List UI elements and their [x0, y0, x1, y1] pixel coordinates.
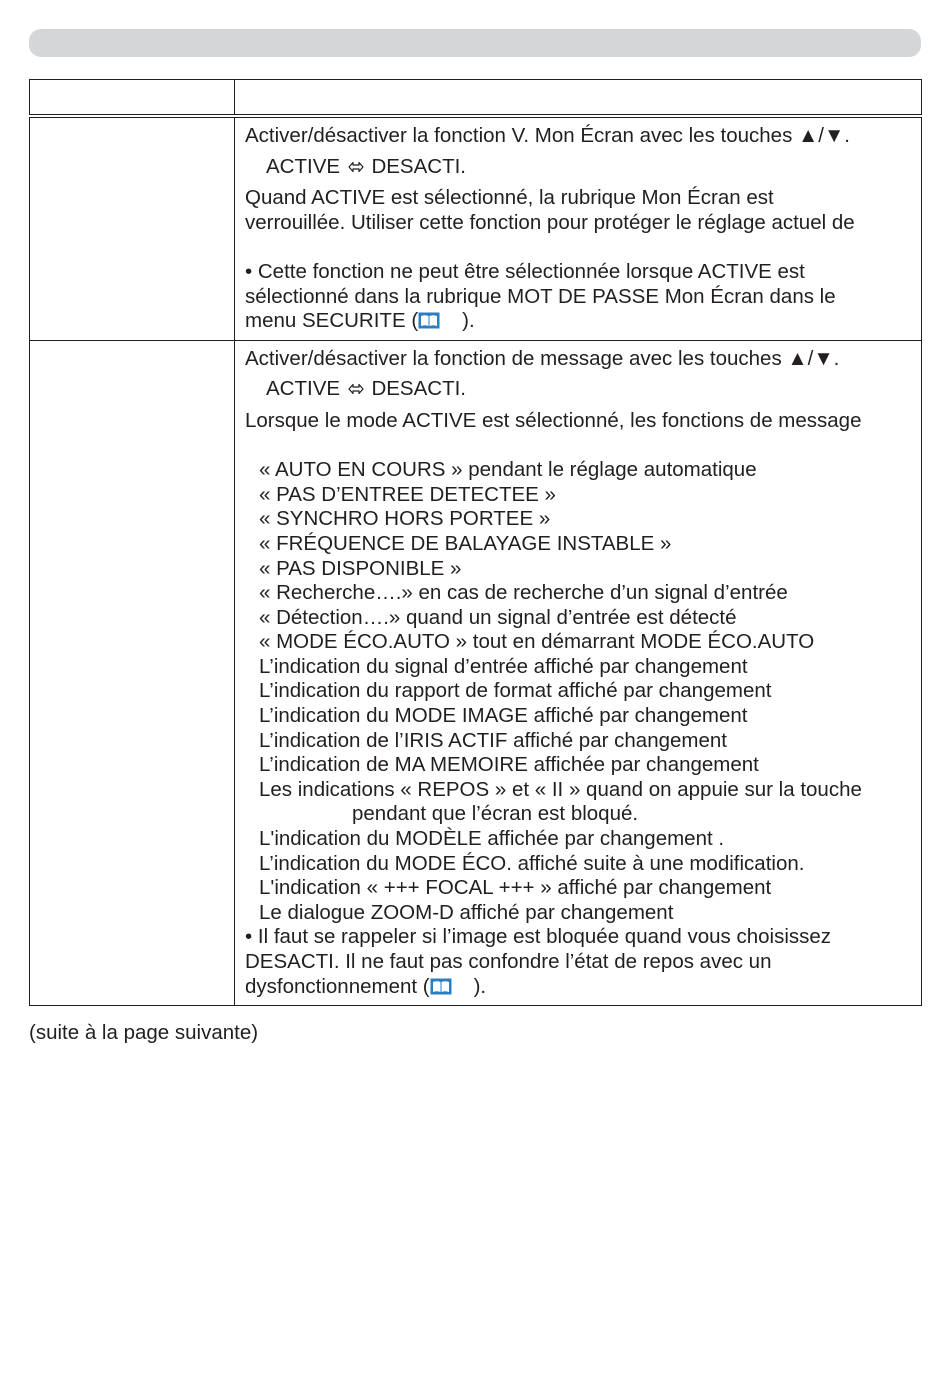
- continued-note: (suite à la page suivante): [29, 1021, 259, 1044]
- description-line: Lorsque le mode ACTIVE est sélectionné, les fonctions de message: [245, 408, 862, 432]
- book-reference-icon[interactable]: [430, 977, 452, 994]
- header-item: [30, 80, 235, 117]
- double-arrow-icon: [348, 155, 364, 180]
- note-text: ).: [473, 974, 487, 998]
- list-item: L’indication de l’IRIS ACTIF affiché par changement: [259, 728, 727, 752]
- note-line: • Il faut se rappeler si l’image est bloquée quand vous choisissez: [245, 925, 832, 949]
- menu-table: [29, 79, 922, 1006]
- note-text: ).: [462, 309, 475, 333]
- description-line: Activer/désactiver la fonction de message avec les touches ▲/▼.: [245, 346, 840, 370]
- list-item: « MODE ÉCO.AUTO » tout en démarrant MODE ÉCO.AUTO: [259, 630, 815, 654]
- note-text: menu SECURITE (: [245, 309, 419, 333]
- table-row: [30, 116, 922, 340]
- table-row: [30, 340, 922, 1005]
- list-item: « AUTO EN COURS » pendant le réglage automatique: [259, 458, 757, 482]
- list-item: L’indication du MODE IMAGE affiché par changement: [259, 704, 748, 728]
- list-item: L'indication du MODÈLE affichée par changement .: [259, 827, 725, 851]
- header-description: [235, 80, 922, 117]
- note-line: sélectionné dans la rubrique MOT DE PASSE Mon Écran dans le: [245, 284, 836, 308]
- description-line: Activer/désactiver la fonction V. Mon Écran avec les touches ▲/▼.: [245, 124, 850, 147]
- row-name: [30, 340, 235, 1005]
- list-item: L'indication « +++ FOCAL +++ » affiché par changement: [259, 876, 772, 900]
- book-reference-icon[interactable]: [418, 311, 440, 328]
- table-header-row: [30, 80, 922, 117]
- list-item: « PAS D’ENTREE DETECTEE »: [259, 482, 556, 506]
- list-item: « Détection….» quand un signal d’entrée est détecté: [259, 605, 737, 629]
- option-active: ACTIVE: [266, 377, 341, 401]
- row-description: [235, 116, 922, 340]
- row-description: [235, 340, 922, 1005]
- list-item: « PAS DISPONIBLE »: [259, 556, 462, 580]
- list-item: Le dialogue ZOOM-D affiché par changement: [259, 900, 674, 924]
- option-line: [245, 377, 915, 402]
- list-item-continuation: pendant que l’écran est bloqué.: [352, 802, 639, 826]
- list-item: L’indication de MA MEMOIRE affichée par changement: [259, 753, 759, 777]
- list-item: L’indication du MODE ÉCO. affiché suite à une modification.: [259, 851, 805, 875]
- list-item: « FRÉQUENCE DE BALAYAGE INSTABLE »: [259, 531, 672, 555]
- note-line: [245, 975, 915, 1000]
- note-line: • Cette fonction ne peut être sélectionnée lorsque ACTIVE est: [245, 259, 805, 283]
- list-item: Les indications « REPOS » et « II » quand on appuie sur la touche: [259, 777, 862, 801]
- note-text: dysfonctionnement (: [245, 974, 430, 998]
- note-line: [245, 309, 915, 334]
- row-name: [30, 116, 235, 340]
- option-line: [245, 155, 915, 180]
- description-line: Quand ACTIVE est sélectionné, la rubrique Mon Écran est: [245, 186, 774, 210]
- list-item: « Recherche….» en cas de recherche d’un signal d’entrée: [259, 581, 788, 605]
- double-arrow-icon: [348, 377, 364, 402]
- list-item: « SYNCHRO HORS PORTEE »: [259, 507, 551, 531]
- option-desacti: DESACTI.: [371, 154, 466, 178]
- list-item: L’indication du rapport de format affiché par changement: [259, 679, 772, 703]
- list-item: L’indication du signal d’entrée affiché par changement: [259, 654, 748, 678]
- option-active: ACTIVE: [266, 154, 341, 178]
- description-line: verrouillée. Utiliser cette fonction pour protéger le réglage actuel de: [245, 210, 855, 234]
- header-bar: [29, 29, 921, 57]
- note-line: DESACTI. Il ne faut pas confondre l’état de repos avec un: [245, 950, 772, 973]
- option-desacti: DESACTI.: [371, 377, 466, 401]
